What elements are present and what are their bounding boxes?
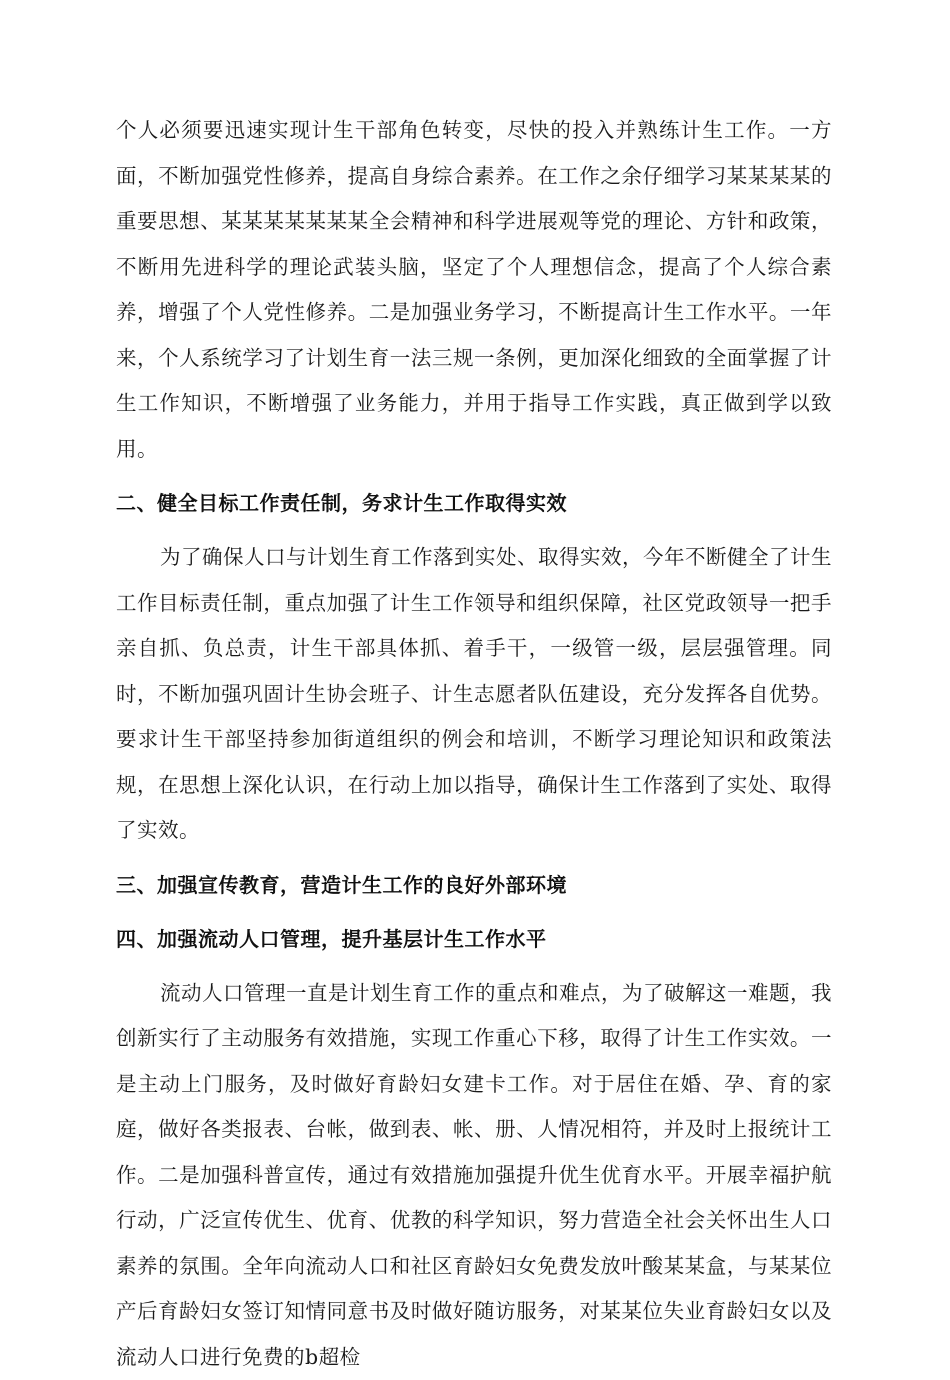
document-body bbox=[116, 108, 832, 1380]
section-heading-2: 二、健全目标工作责任制，务求计生工作取得实效 bbox=[116, 481, 832, 526]
paragraph-section-2: 为了确保人口与计划生育工作落到实处、取得实效，今年不断健全了计生工作目标责任制，重点加强了计生工作领导和组织保障，社区党政领导一把手亲自抓、负总责，计生干部具体抓、着手干，一级管一级，层层强管理。同时，不断加强巩固计生协会班子、计生志愿者队伍建设，充分发挥各自优势。要求计生干部坚持参加街道组织的例会和培训，不断学习理论知识和政策法规，在思想上深化认识，在行动上加以指导，确保计生工作落到了实处、取得了实效。 bbox=[116, 535, 832, 854]
paragraph-section-4: 流动人口管理一直是计划生育工作的重点和难点，为了破解这一难题，我创新实行了主动服务有效措施，实现工作重心下移，取得了计生工作实效。一是主动上门服务，及时做好育龄妇女建卡工作。对于居住在婚、孕、育的家庭，做好各类报表、台帐，做到表、帐、册、人情况相符，并及时上报统计工作。二是加强科普宣传，通过有效措施加强提升优生优育水平。开展幸福护航行动，广泛宣传优生、优育、优教的科学知识，努力营造全社会关怀出生人口素养的氛围。全年向流动人口和社区育龄妇女免费发放叶酸某某盒，与某某位产后育龄妇女签订知情同意书及时做好随访服务，对某某位失业育龄妇女以及流动人口进行免费的b超检 bbox=[116, 971, 832, 1380]
spacer bbox=[116, 908, 832, 917]
spacer bbox=[116, 472, 832, 481]
paragraph-intro: 个人必须要迅速实现计生干部角色转变，尽快的投入并熟练计生工作。一方面，不断加强党性修养，提高自身综合素养。在工作之余仔细学习某某某某的重要思想、某某某某某某某全会精神和科学进展观等党的理论、方针和政策，不断用先进科学的理论武装头脑，坚定了个人理想信念，提高了个人综合素养，增强了个人党性修养。二是加强业务学习，不断提高计生工作水平。一年来，个人系统学习了计划生育一法三规一条例，更加深化细致的全面掌握了计生工作知识，不断增强了业务能力，并用于指导工作实践，真正做到学以致用。 bbox=[116, 108, 832, 472]
spacer bbox=[116, 962, 832, 971]
spacer bbox=[116, 526, 832, 535]
section-heading-3: 三、加强宣传教育，营造计生工作的良好外部环境 bbox=[116, 863, 832, 908]
section-heading-4: 四、加强流动人口管理，提升基层计生工作水平 bbox=[116, 917, 832, 962]
spacer bbox=[116, 854, 832, 863]
